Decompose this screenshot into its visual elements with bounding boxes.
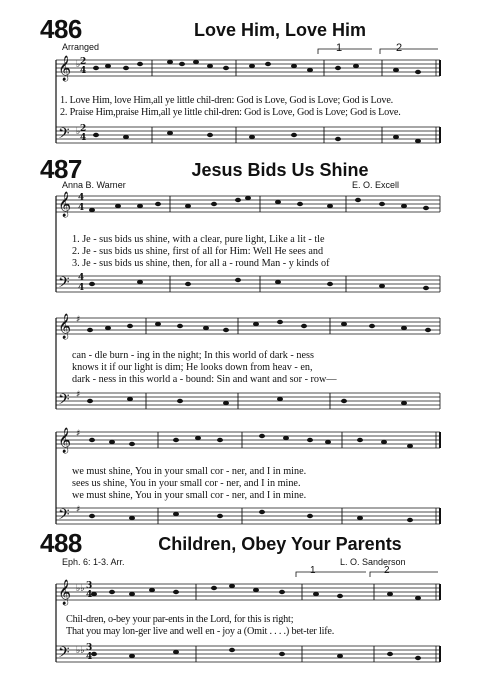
svg-text:𝄢: 𝄢 bbox=[58, 274, 70, 295]
svg-text:♭♭: ♭♭ bbox=[76, 646, 85, 656]
svg-text:4: 4 bbox=[80, 66, 87, 76]
svg-text:3: 3 bbox=[86, 643, 93, 653]
svg-text:♯: ♯ bbox=[76, 390, 81, 400]
hymn-words-credit: Anna B. Warner bbox=[62, 180, 126, 190]
hymn-words-credit: Arranged bbox=[62, 42, 100, 52]
verse-line: dark - ness in this world a - bound: Sin and want and sor - row— bbox=[72, 374, 337, 385]
verse-line: 2. Je - sus bids us shine, first of all for Him: Well He sees and bbox=[72, 246, 324, 257]
svg-text:4: 4 bbox=[78, 193, 85, 203]
hymn-number: 488 bbox=[40, 528, 82, 558]
hymn-music-credit: E. O. Excell bbox=[352, 180, 400, 190]
volta-mark-2: 2 bbox=[396, 42, 403, 54]
hymn-title: Love Him, Love Him bbox=[193, 20, 367, 40]
verse-line: we must shine, You in your small cor - ner, and I in mine. bbox=[72, 466, 307, 477]
verse-line: sees us shine, You in your small cor - ner, and I in mine. bbox=[72, 478, 301, 489]
svg-text:𝄞: 𝄞 bbox=[58, 428, 72, 453]
svg-text:4: 4 bbox=[78, 283, 85, 293]
svg-text:♯: ♯ bbox=[76, 315, 81, 325]
svg-text:𝄢: 𝄢 bbox=[58, 125, 70, 146]
staff-487-2-bass bbox=[56, 393, 440, 409]
hymn-words-credit: Eph. 6: 1-3. Arr. bbox=[62, 557, 125, 567]
svg-text:𝄞: 𝄞 bbox=[58, 192, 72, 217]
verse-line: Chil-dren, o-bey your par-ents in the Lord, for this is right; bbox=[66, 614, 294, 625]
verse-line: 1. Love Him, love Him,all ye little chil-dren: God is Love, God is Love; God is Love. bbox=[60, 95, 393, 106]
hymn-number: 487 bbox=[40, 154, 82, 184]
verse-line: we must shine, You in your small cor - ner, and I in mine. bbox=[72, 490, 307, 501]
staff-487-2-treble bbox=[56, 318, 440, 334]
volta-488 bbox=[296, 572, 438, 577]
verse-line: 3. Je - sus bids us shine, then, for all a - round Man - y kinds of bbox=[72, 258, 330, 269]
svg-text:4: 4 bbox=[86, 590, 93, 600]
svg-text:3: 3 bbox=[86, 581, 93, 591]
hymn-title: Children, Obey Your Parents bbox=[158, 534, 402, 554]
volta-mark-1: 1 bbox=[336, 42, 343, 54]
volta-mark-1: 1 bbox=[310, 565, 316, 576]
svg-text:2: 2 bbox=[80, 57, 87, 67]
hymn-title: Jesus Bids Us Shine bbox=[191, 160, 369, 180]
svg-text:𝄞: 𝄞 bbox=[58, 580, 72, 605]
svg-text:♯: ♯ bbox=[76, 505, 81, 515]
svg-text:2: 2 bbox=[80, 124, 87, 134]
svg-text:♭: ♭ bbox=[76, 127, 81, 137]
svg-text:4: 4 bbox=[78, 203, 85, 213]
verse-line: 2. Praise Him,praise Him,all ye little chil-dren: God is Love, God is Love; God is Love. bbox=[60, 107, 401, 118]
svg-text:𝄢: 𝄢 bbox=[58, 644, 70, 665]
svg-text:4: 4 bbox=[80, 133, 87, 143]
hymn-number: 486 bbox=[40, 14, 82, 44]
svg-text:𝄢: 𝄢 bbox=[58, 391, 70, 412]
staff-487-3-bass bbox=[56, 508, 440, 524]
verse-line: knows it if our light is dim; He looks down from heav - en, bbox=[72, 362, 313, 373]
svg-text:4: 4 bbox=[86, 652, 93, 662]
svg-text:𝄢: 𝄢 bbox=[58, 506, 70, 527]
staff-488-bass bbox=[56, 646, 440, 662]
verse-line: That you may lon-ger live and well en - joy a (Omit . . . .) bet-ter life. bbox=[66, 626, 335, 637]
volta-mark-2: 2 bbox=[384, 565, 390, 576]
hymn-music-credit: L. O. Sanderson bbox=[340, 557, 406, 567]
verse-line: can - dle burn - ing in the night; In this world of dark - ness bbox=[72, 350, 314, 361]
staff-487-3-treble bbox=[56, 432, 440, 448]
svg-text:𝄞: 𝄞 bbox=[58, 56, 72, 81]
svg-text:𝄞: 𝄞 bbox=[58, 314, 72, 339]
svg-text:♯: ♯ bbox=[76, 429, 81, 439]
svg-text:4: 4 bbox=[78, 273, 85, 283]
svg-text:♭: ♭ bbox=[76, 60, 81, 70]
verse-line: 1. Je - sus bids us shine, with a clear, pure light, Like a lit - tle bbox=[72, 234, 325, 245]
svg-text:♭♭: ♭♭ bbox=[76, 584, 85, 594]
